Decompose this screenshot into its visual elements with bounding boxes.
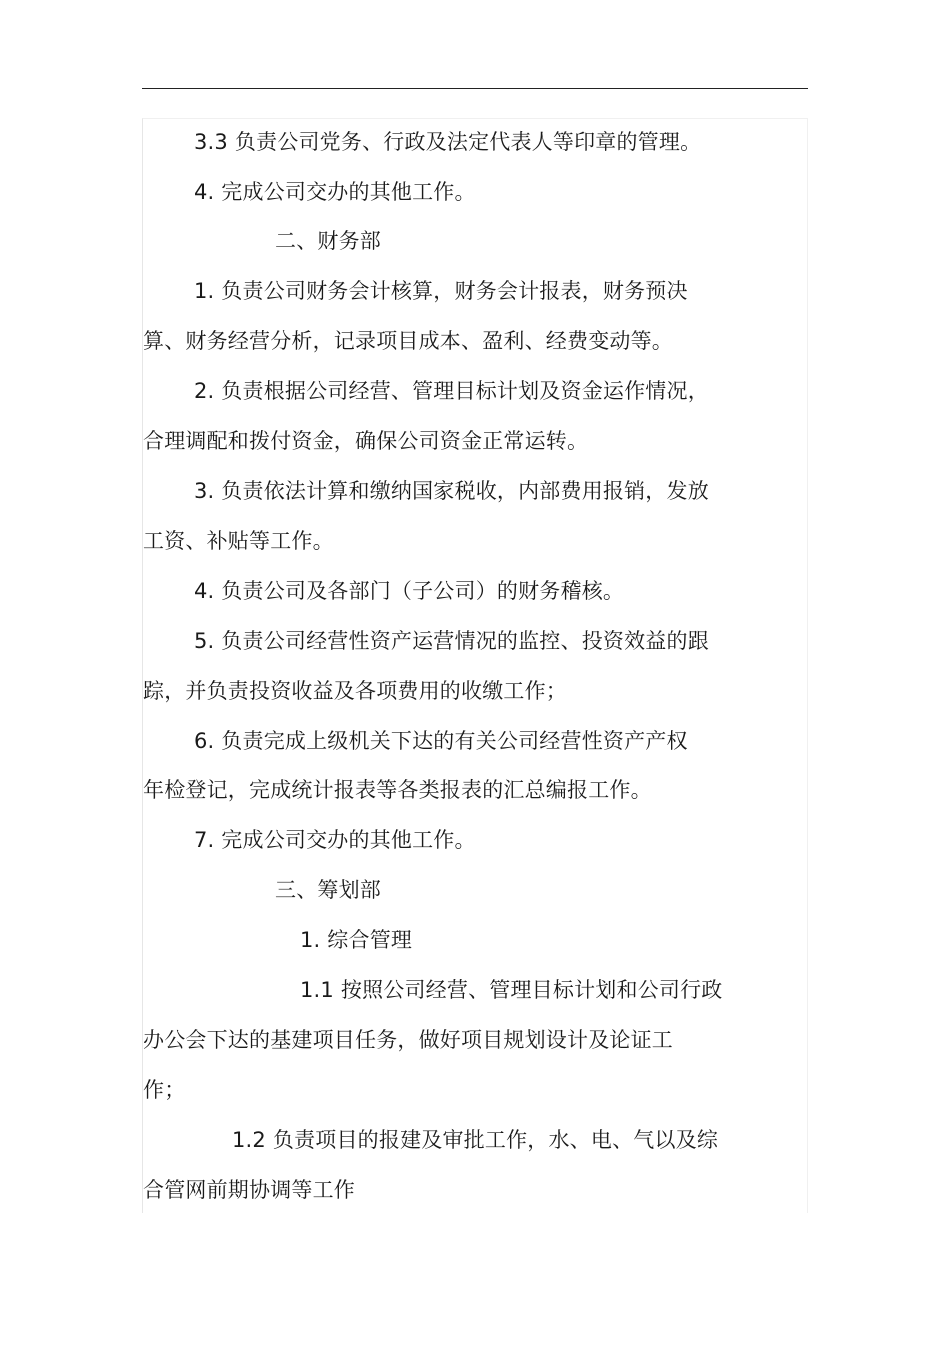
subsection-heading: 1. 综合管理: [300, 928, 413, 952]
text-line: 6. 负责完成上级机关下达的有关公司经营性资产产权: [194, 729, 688, 753]
text-line: 踪，并负责投资收益及各项费用的收缴工作；: [143, 679, 567, 703]
text-line: 4. 负责公司及各部门（子公司）的财务稽核。: [194, 579, 625, 603]
text-line: 3.3 负责公司党务、行政及法定代表人等印章的管理。: [194, 130, 702, 154]
text-line: 合理调配和拨付资金，确保公司资金正常运转。: [143, 429, 589, 453]
text-line: 合管网前期协调等工作: [143, 1178, 355, 1202]
text-line: 年检登记，完成统计报表等各类报表的汇总编报工作。: [143, 778, 652, 802]
text-line: 1.1 按照公司经营、管理目标计划和公司行政: [300, 978, 723, 1002]
header-rule: [142, 88, 808, 89]
text-line: 5. 负责公司经营性资产运营情况的监控、投资效益的跟: [194, 629, 709, 653]
text-line: 1.2 负责项目的报建及审批工作，水、电、气以及综: [232, 1128, 719, 1152]
text-line: 2. 负责根据公司经营、管理目标计划及资金运作情况，: [194, 379, 709, 403]
text-line: 算、财务经营分析，记录项目成本、盈利、经费变动等。: [143, 329, 673, 353]
text-line: 1. 负责公司财务会计核算，财务会计报表，财务预决: [194, 279, 688, 303]
text-line: 7. 完成公司交办的其他工作。: [194, 828, 476, 852]
section-heading: 三、筹划部: [275, 878, 381, 902]
text-line: 作；: [143, 1078, 186, 1102]
text-line: 工资、补贴等工作。: [143, 529, 334, 553]
section-heading: 二、财务部: [275, 229, 381, 253]
text-line: 3. 负责依法计算和缴纳国家税收，内部费用报销，发放: [194, 479, 709, 503]
text-line: 办公会下达的基建项目任务，做好项目规划设计及论证工: [143, 1028, 673, 1052]
text-line: 4. 完成公司交办的其他工作。: [194, 180, 476, 204]
